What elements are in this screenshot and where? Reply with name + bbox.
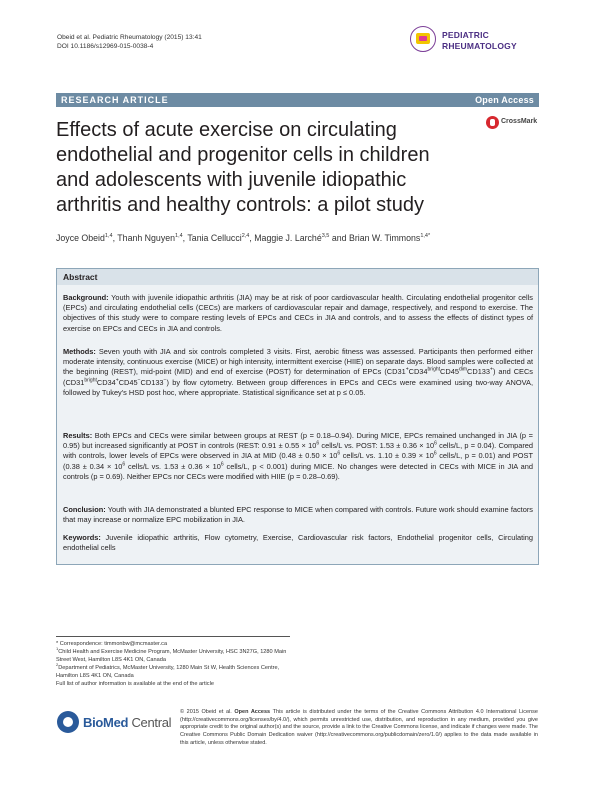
license-text: © 2015 Obeid et al. Open Access This article is distributed under the terms of the Creative Commons Attribution 4.0 International License (http://creativecommons.org/licenses/by/4.0/), which permits unrestricted use, distribution, and reproduction in any medium, provided you give appropriate credit to the original author(s) and the source, provide a link to the Creative Commons license, and indicate if changes were made. The Creative Commons Public Domain Dedication waiver (http://creativecommons.org/publicdomain/zero/1.0/) applies to the data made available in this article, unless otherwise stated. xyxy=(180,709,538,746)
article-type-banner xyxy=(56,93,539,107)
author-name[interactable]: Joyce Obeid xyxy=(56,233,105,243)
citation-line: Obeid et al. Pediatric Rheumatology (2015) 13:41 xyxy=(57,34,202,41)
author-name[interactable]: Tania Cellucci xyxy=(187,233,242,243)
author-name[interactable]: Brian W. Timmons xyxy=(348,233,421,243)
footnote-divider xyxy=(56,636,290,637)
article-title: Effects of acute exercise on circulating endothelial and progenitor cells in children and adolescents with juvenile idiopathic arthritis and healthy controls: a pilot study xyxy=(56,119,430,216)
abstract-heading: Abstract xyxy=(57,269,538,285)
author-info-note: Full list of author information is available at the end of the article xyxy=(56,681,214,687)
author-name[interactable]: Maggie J. Larché xyxy=(254,233,322,243)
abstract-box xyxy=(56,268,539,565)
correspondence[interactable]: * Correspondence: timmonbw@mcmaster.ca xyxy=(56,641,168,647)
footnotes xyxy=(56,640,291,688)
crossmark-icon xyxy=(486,116,499,129)
journal-name: PEDIATRIC RHEUMATOLOGY xyxy=(442,30,517,51)
abstract-results: Results: Both EPCs and CECs were similar between groups at REST (p = 0.18–0.94). During MICE, EPCs remained unchanged in JIA (p = 0.95) but increased significantly at POST in controls (REST: $0.91 \pm 0.55 \times 10^6$ cells/L vs. POST: $1.53 \pm 0.36 \times 10^6$ cells/L, p = 0.04). Compared with controls, lower levels of EPCs were observed in JIA at MID ($0.48 \pm 0.50 \times 10^6$ cells/L vs. $1.10 \pm 0.39 \times 10^6$ cells/L, p = 0.01) and POST ($0.38 \pm 0.34 \times 10^6$ cells/L vs. $1.53 \pm 0.36 \times 10^6$ cells/L, p < 0.001) during MICE. No changes were detected in CECs with MICE in JIA and controls (p = 0.69). Neither EPCs nor CECs were modified with HIIE (p = 0.28–0.69). xyxy=(63,431,534,481)
author-list: Joyce Obeid$^{1,4}$, Thanh Nguyen$^{1,4}$, Tania Cellucci$^{2,4}$, Maggie J. Larché$^{3,5}$ and Brian W. Timmons$^{1,4*}$ xyxy=(56,233,431,243)
affiliation-1: $^1$Child Health and Exercise Medicine Program, McMaster University, HSC 3N27G, 1280 Main Street West, Hamilton L8S 4K1 ON, Canada xyxy=(56,646,287,663)
abstract-methods: Methods: Seven youth with JIA and six controls completed 3 visits. First, aerobic fitness was assessed. Participants then performed either moderate intensity, continuous exercise (MICE) or high intensity, intermittent exercise (HIIE) on separate days. Blood samples were collected at the beginning (REST), mid-point (MID) and end of exercise (POST) for determination of EPCs $(CD31^+CD34^{bright}CD45^{dim}CD133^+)$ and CECs $(CD31^{bright}CD34^+CD45^-CD133^-)$ by flow cytometry. Between group differences in EPCs and CECs were examined using two-way ANOVA, followed by Tukey's HSD post hoc, where appropriate. Statistical significance set at p ≤ 0.05. xyxy=(63,347,533,397)
open-access-label: Open Access xyxy=(475,94,534,105)
author-name[interactable]: Thanh Nguyen xyxy=(117,233,176,243)
crossmark-button[interactable]: CrossMark xyxy=(486,116,538,130)
abstract-keywords: Keywords: Juvenile idiopathic arthritis, Flow cytometry, Exercise, Cardiovascular risk factors, Endothelial progenitor cells, Circulating endothelial cells xyxy=(63,533,533,553)
abstract-background: Background: Youth with juvenile idiopathic arthritis (JIA) may be at risk of poor cardiovascular health. Circulating endothelial progenitor cells (EPCs) and circulating endothelial cells (CECs) are markers of cardiovascular repair and damage, respectively, and respond to exercise. The objectives of this study were to compare resting levels of EPCs and CECs in JIA and controls, and to assess the effects of distinct types of exercise on EPCs and CECs in JIA and controls. xyxy=(63,293,534,333)
journal-logo-icon xyxy=(410,26,436,52)
biomed-central-icon xyxy=(57,711,79,733)
article-citation xyxy=(57,33,202,51)
article-type-label: RESEARCH ARTICLE xyxy=(61,94,169,105)
affiliation-2: $^2$Department of Pediatrics, McMaster University, 1280 Main St W, Health Sciences Centre, Hamilton L8S 4K1 ON, Canada xyxy=(56,662,280,679)
abstract-conclusion: Conclusion: Youth with JIA demonstrated a blunted EPC response to MICE when compared with controls. Future work should examine factors that may increase or normalize EPC mobilization in JIA. xyxy=(63,505,533,525)
doi-line[interactable]: DOI 10.1186/s12969-015-0038-4 xyxy=(57,43,154,50)
